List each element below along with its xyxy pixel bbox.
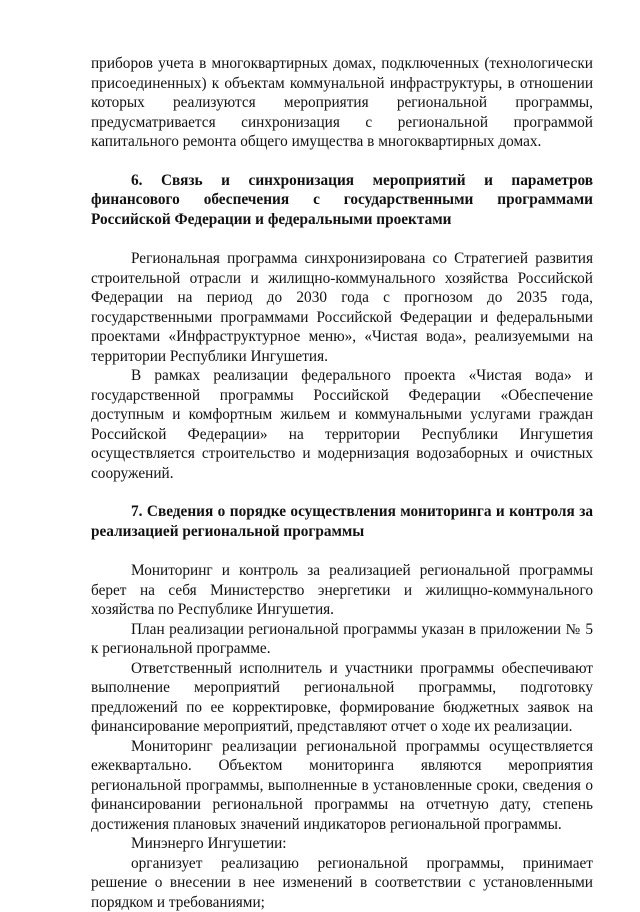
section-7-paragraph-4: Мониторинг реализации региональной программы осуществляется ежеквартально. Объектом мониторинга являются мероприятия региональной программы, выполненные в установленные сроки, сведения о финансировании региональной программы на отчетную дату, степень достижения плановых значений индикаторов региональной программы. — [91, 737, 593, 835]
section-7-paragraph-2: План реализации региональной программы указан в приложении № 5 к региональной программе. — [91, 620, 593, 659]
section-7-paragraph-6: организует реализацию региональной программы, принимает решение о внесении в нее изменений в соответствии с установленными порядком и требованиями; — [91, 854, 593, 912]
section-7-paragraph-3: Ответственный исполнитель и участники программы обеспечивают выполнение мероприятий региональной программы, подготовку предложений по ее корректировке, формирование бюджетных заявок на финансирование мероприятий, представляют отчет о ходе их реализации. — [91, 659, 593, 737]
section-7-heading: 7. Сведения о порядке осуществления мониторинга и контроля за реализацией региональной программы — [91, 502, 593, 541]
paragraph-continuation: приборов учета в многоквартирных домах, подключенных (технологически присоединенных) к объектам коммунальной инфраструктуры, в отношении которых реализуются мероприятия региональной программы, предусматривается синхронизация с региональной программой капитального ремонта общего имущества в многоквартирных домах. — [91, 54, 593, 152]
section-6-paragraph-1: Региональная программа синхронизирована со Стратегией развития строительной отрасли и жилищно-коммунального хозяйства Российской Федерации на период до 2030 года с прогнозом до 2035 года, государственными программами Российской Федерации и федеральными проектами «Инфраструктурное меню», «Чистая вода», реализуемыми на территории Республики Ингушетия. — [91, 249, 593, 366]
section-7-paragraph-5: Минэнерго Ингушетии: — [91, 834, 593, 854]
section-7-paragraph-1: Мониторинг и контроль за реализацией региональной программы берет на себя Министерство энергетики и жилищно-коммунального хозяйства по Республике Ингушетия. — [91, 561, 593, 620]
document-page — [91, 54, 593, 912]
section-6-paragraph-2: В рамках реализации федерального проекта «Чистая вода» и государственной программы Российской Федерации «Обеспечение доступным и комфортным жильем и коммунальными услугами граждан Российской Федерации» на территории Республики Ингушетия осуществляется строительство и модернизация водозаборных и очистных сооружений. — [91, 366, 593, 483]
section-6-heading: 6. Связь и синхронизация мероприятий и параметров финансового обеспечения с государственными программами Российской Федерации и федеральными проектами — [91, 171, 593, 230]
